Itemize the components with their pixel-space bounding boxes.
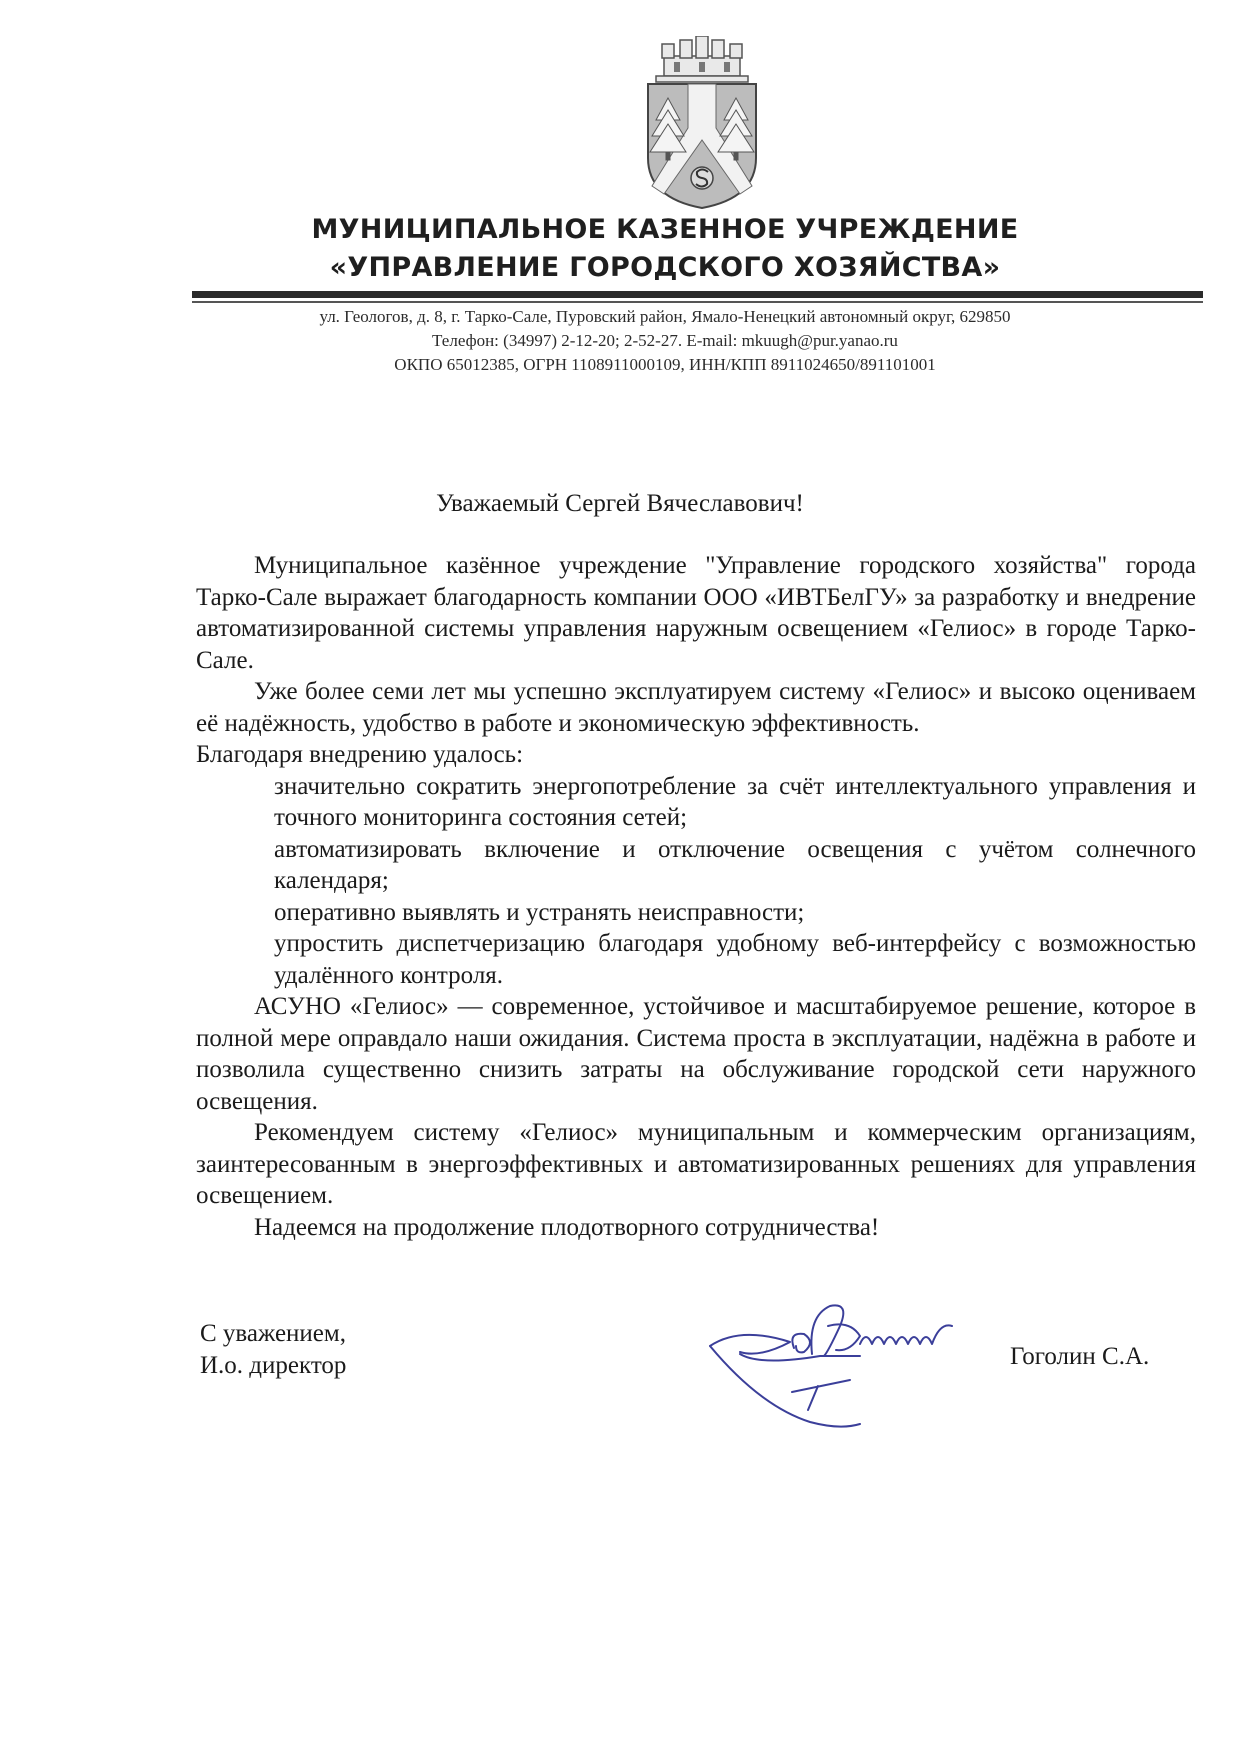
- header-divider-thin: [192, 301, 1203, 303]
- org-phone-email: Телефон: (34997) 2-12-20; 2-52-27. E-mail: mkuugh@pur.yanao.ru: [432, 331, 898, 350]
- org-registration-codes: ОКПО 65012385, ОГРН 1108911000109, ИНН/КПП 8911024650/891101001: [394, 355, 936, 374]
- paragraph-closing: Надеемся на продолжение плодотворного сотрудничества!: [254, 1213, 880, 1241]
- org-title-line2: «УПРАВЛЕНИЕ ГОРОДСКОГО ХОЗЯЙСТВА»: [329, 252, 1001, 283]
- coat-of-arms-icon: [640, 36, 764, 212]
- list-item: упростить диспетчеризацию благодаря удобному веб-интерфейсу с возможностью удалённого контроля.: [274, 930, 1196, 989]
- signoff-block: [200, 1318, 346, 1382]
- signoff-regards: С уважением,: [200, 1320, 346, 1347]
- paragraph-experience: Уже более семи лет мы успешно эксплуатируем систему «Гелиос» и высоко оцениваем её надёжность, удобство в работе и экономическую эффективность.: [196, 678, 1196, 737]
- list-item: автоматизировать включение и отключение освещения с учётом солнечного календаря;: [274, 835, 1196, 894]
- letter-body: [196, 550, 1196, 1243]
- paragraph-assessment: АСУНО «Гелиос» — современное, устойчивое и масштабируемое решение, которое в полной мере оправдало наши ожидания. Система проста в эксплуатации, надёжна в работе и позволила существенно снизить затраты на обслуживание городской сети наружного освещения.: [196, 993, 1196, 1115]
- paragraph-achievements-intro: Благодаря внедрению удалось:: [196, 741, 524, 768]
- signatory-name: Гоголин С.А.: [1010, 1343, 1150, 1370]
- org-title-line1: МУНИЦИПАЛЬНОЕ КАЗЕННОЕ УЧРЕЖДЕНИЕ: [311, 214, 1019, 245]
- letter-greeting: Уважаемый Сергей Вячеславович!: [436, 490, 804, 517]
- org-address: ул. Геологов, д. 8, г. Тарко-Сале, Пуровский район, Ямало-Ненецкий автономный округ, 629850: [319, 307, 1011, 326]
- paragraph-gratitude: Муниципальное казённое учреждение "Управление городского хозяйства" города Тарко-Сале выражает благодарность компании ООО «ИВТБелГУ» за разработку и внедрение автоматизированной системы управления наружным освещением «Гелиос» в городе Тарко-Сале.: [196, 552, 1196, 674]
- paragraph-recommendation: Рекомендуем систему «Гелиос» муниципальным и коммерческим организациям, заинтересованным в энергоэффективных и автоматизированных решениях для управления освещением.: [196, 1119, 1196, 1209]
- list-item: оперативно выявлять и устранять неисправности;: [274, 898, 805, 926]
- handwritten-signature: [700, 1296, 1020, 1446]
- signoff-position: И.о. директор: [200, 1352, 347, 1379]
- header-divider: [192, 291, 1203, 298]
- list-item: значительно сократить энергопотребление за счёт интеллектуального управления и точного мониторинга состояния сетей;: [274, 772, 1196, 831]
